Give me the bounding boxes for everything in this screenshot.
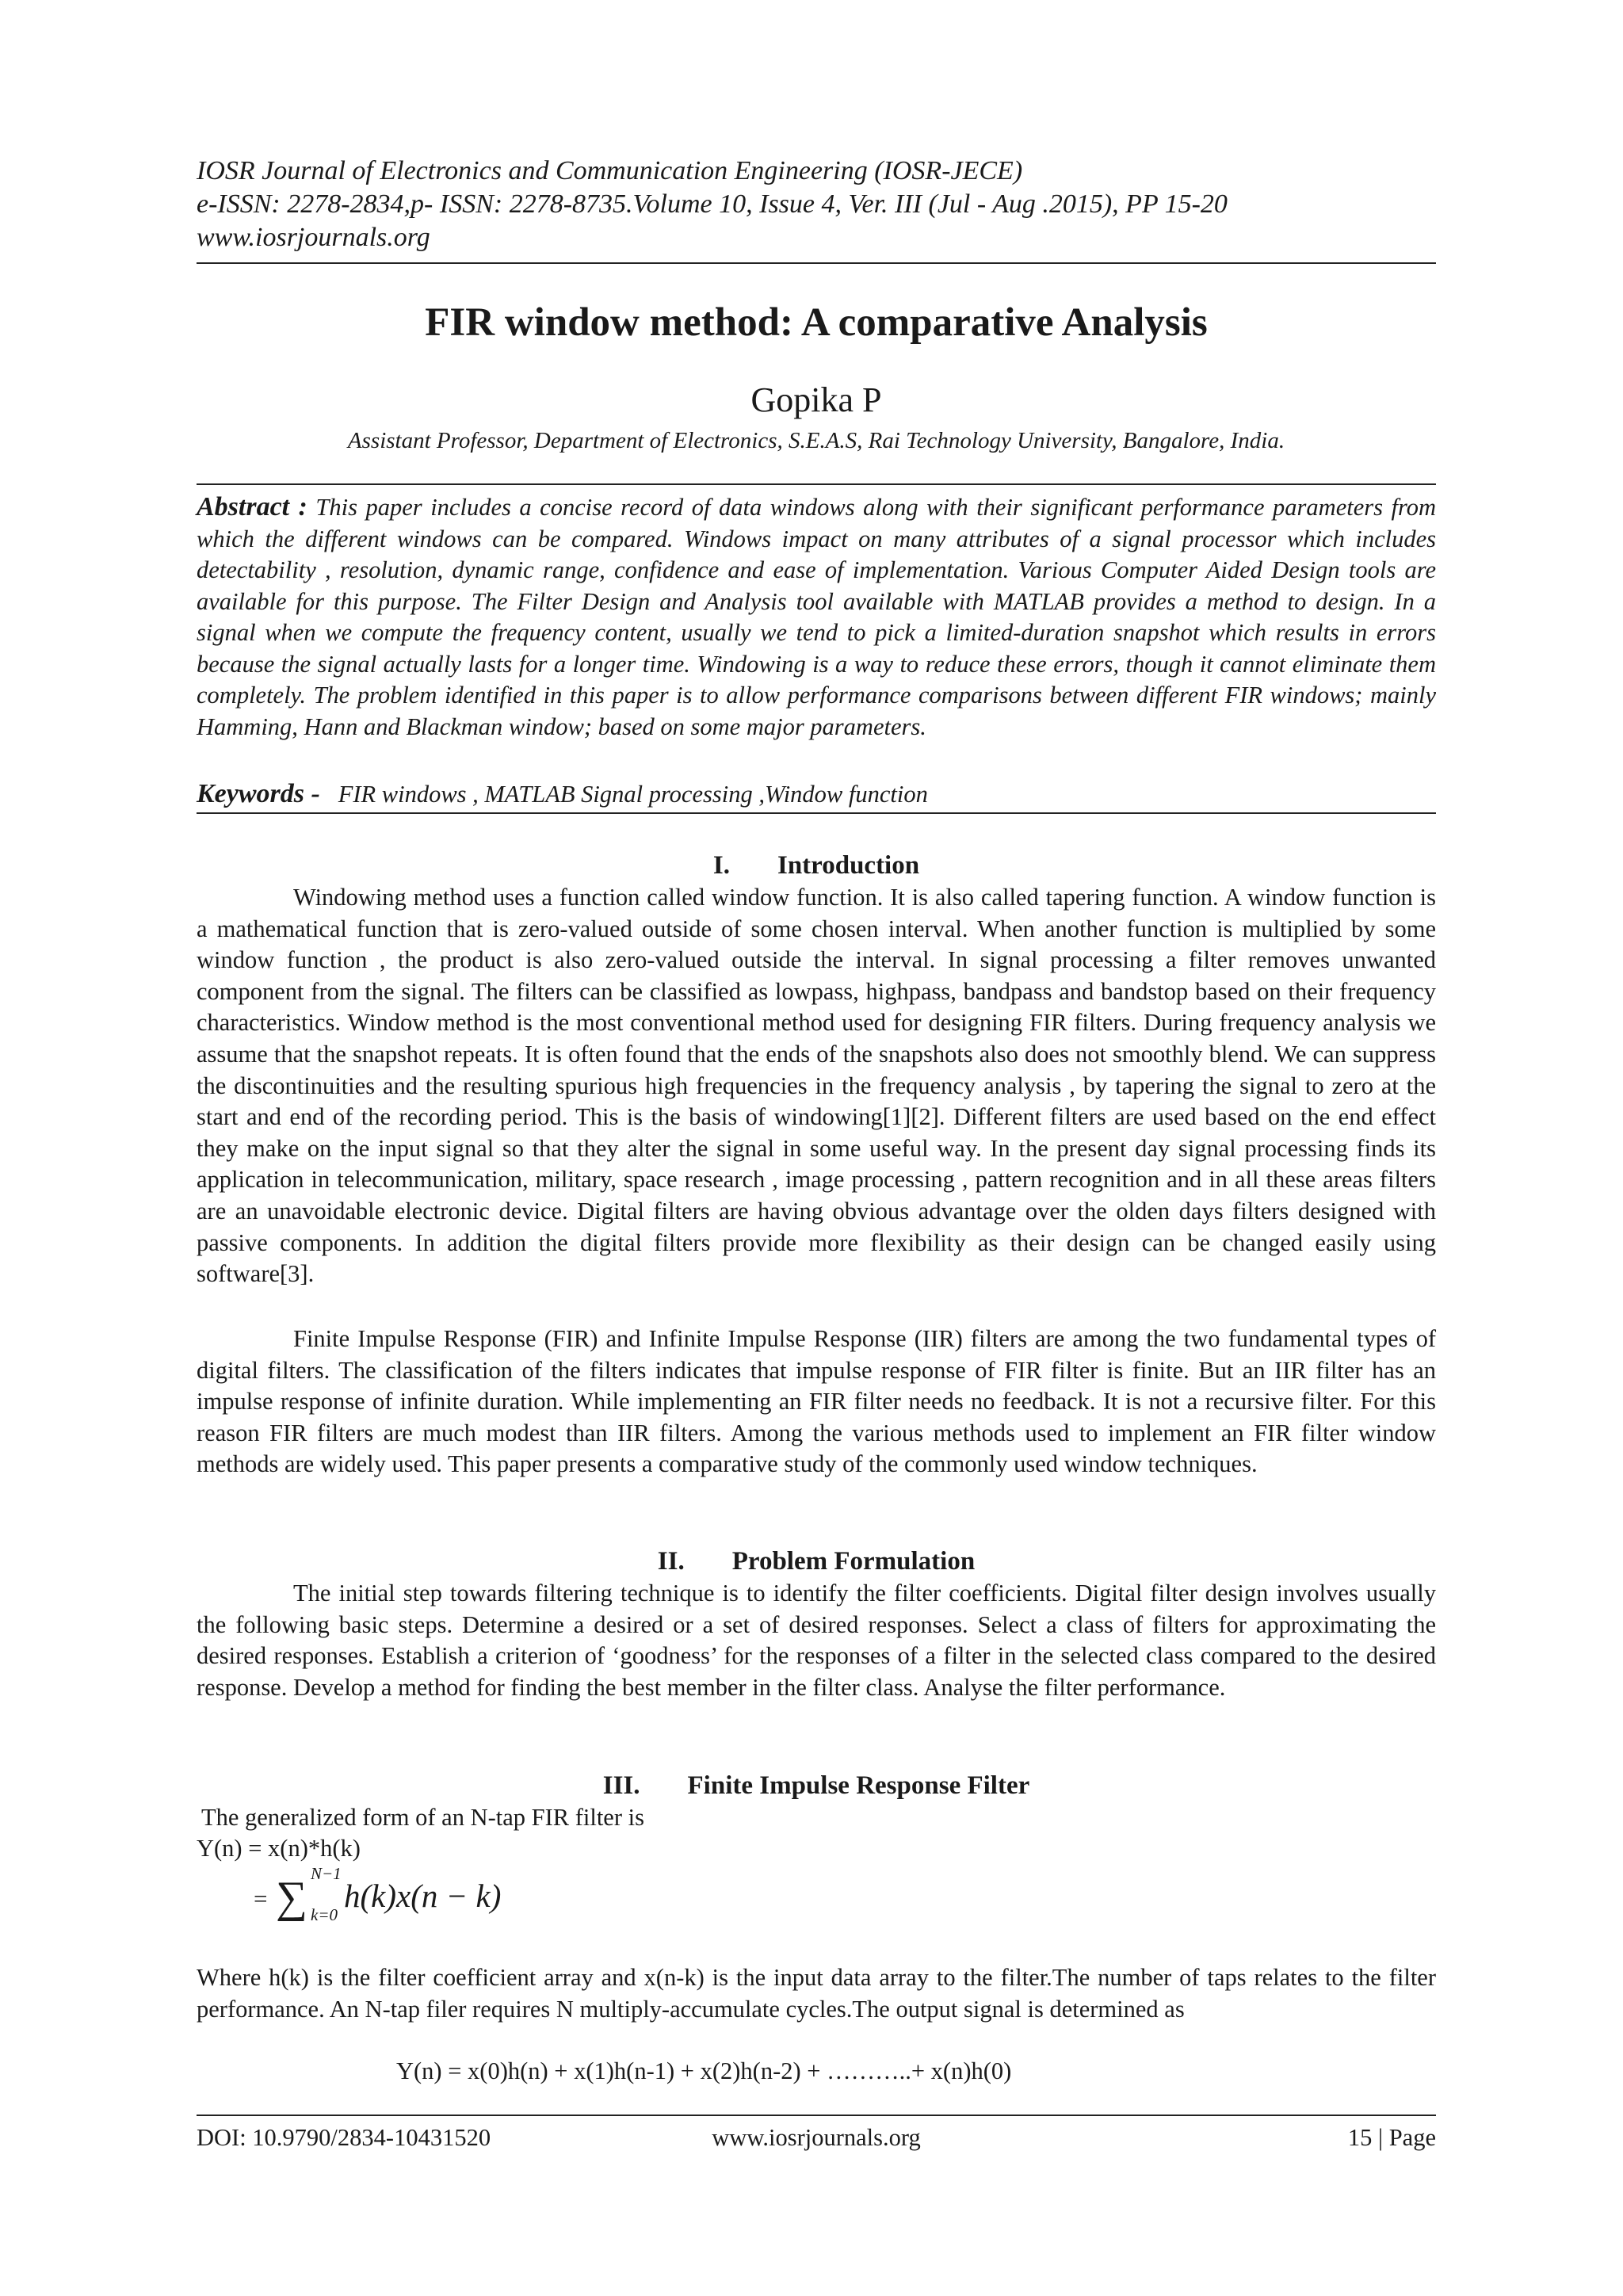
paper-title: FIR window method: A comparative Analysis [425, 300, 1208, 345]
equation-output-expansion: Y(n) = x(0)h(n) + x(1)h(n-1) + x(2)h(n-2) + ………..+ x(n)h(0) [396, 2057, 1012, 2084]
section-heading-problem-formulation [197, 1545, 1436, 1577]
section-title: Finite Impulse Response Filter [687, 1771, 1030, 1800]
fir-intro-text: The generalized form of an N-tap FIR filter is [201, 1804, 644, 1831]
keywords-label: Keywords - [197, 779, 320, 808]
sum-lower-limit: k=0 [311, 1905, 338, 1924]
section-number: I. [712, 851, 730, 880]
header-divider [197, 262, 1436, 264]
journal-website: www.iosrjournals.org [197, 223, 430, 252]
equation-convolution: Y(n) = x(n)*h(k) [197, 1835, 361, 1862]
keywords-text: FIR windows , MATLAB Signal processing ,Window function [338, 781, 928, 808]
sum-body: h(k)x(n − k) [344, 1878, 502, 1914]
section-title: Introduction [777, 851, 920, 880]
author-name: Gopika P [750, 380, 882, 419]
equals-sign: = [254, 1885, 268, 1912]
section-title: Problem Formulation [731, 1547, 976, 1576]
abstract-text: This paper includes a concise record of data windows along with their significant performance parameters from which the different windows can be compared. Windows impact on many attributes of a signal processor which includes detectability , resolution, dynamic range, confidence and ease of implementation. Various Computer Aided Design tools are available for this purpose. The Filter Design and Analysis tool available with MATLAB provides a method to design. In a signal when we compute the frequency content, usually we tend to pick a limited-duration snapshot which results in errors because the signal actually lasts for a longer time. Windowing is a way to reduce these errors, though it cannot eliminate them completely. The problem identified in this paper is to allow performance comparisons between different FIR windows; mainly Hamming, Hann and Blackman window; based on some major parameters. [197, 494, 1437, 740]
intro-paragraph-2: Finite Impulse Response (FIR) and Infinite Impulse Response (IIR) filters are among the two fundamental types of digital filters. The classification of the filters indicates that impulse response of FIR filter is finite. But an IIR filter has an impulse response of infinite duration. While implementing an FIR filter needs no feedback. It is not a recursive filter. For this reason FIR filters are much modest than IIR filters. Among the various methods used to implement an FIR filter window methods are widely used. This paper presents a comparative study of the commonly used window techniques. [197, 1325, 1436, 1478]
problem-paragraph: The initial step towards filtering technique is to identify the filter coefficients. Digital filter design involves usually the following basic steps. Determine a desired or a set of desired responses. Select a class of filters for approximating the desired responses. Establish a criterion of ‘goodness’ for the responses of a filter in the selected class compared to the desired response. Develop a method for finding the best member in the filter class. Analyse the filter performance. [197, 1580, 1436, 1701]
abstract-label: Abstract : [197, 492, 307, 521]
abstract-top-divider [197, 483, 1436, 485]
abstract-bottom-divider [197, 812, 1436, 814]
fir-explanation-paragraph: Where h(k) is the filter coefficient array and x(n-k) is the input data array to the filter.The number of taps relates to the filter performance. An N-tap filer requires N multiply-accumulate cycles.The output signal is determined as [197, 1964, 1436, 2023]
section-number: III. [602, 1771, 640, 1800]
author-affiliation: Assistant Professor, Department of Electronics, S.E.A.S, Rai Technology University, Bangalore, India. [347, 428, 1285, 453]
journal-header [197, 155, 1436, 254]
abstract [197, 491, 1436, 743]
intro-paragraph-1: Windowing method uses a function called window function. It is also called tapering function. A window function is a mathematical function that is zero-valued outside of some chosen interval. When another function is multiplied by some window function , the product is also zero-valued outside the interval. In signal processing a filter removes unwanted component from the signal. The filters can be classified as lowpass, highpass, bandpass and bandstop based on their frequency characteristics. Window method is the most conventional method used for designing FIR filters. During frequency analysis we assume that the snapshot repeats. It is often found that the ends of the snapshots also does not smoothly blend. We can suppress the discontinuities and the resulting spurious high frequencies in the frequency analysis , by tapering the signal to zero at the start and end of the recording period. This is the basis of windowing[1][2]. Different filters are used based on the end effect they make on the input signal so that they alter the signal in some useful way. In the present day signal processing finds its application in telecommunication, military, space research , image processing , pattern recognition and in all these areas filters are an unavoidable electronic device. Digital filters are having obvious advantage over the olden days filters designed with passive components. In addition the digital filters provide more flexibility as their design can be changed easily using software[3]. [197, 884, 1436, 1288]
section-heading-introduction [197, 850, 1436, 881]
keywords [197, 778, 1436, 810]
section-number: II. [657, 1547, 685, 1576]
sigma-symbol: ∑ [276, 1873, 307, 1922]
footer-website: www.iosrjournals.org [712, 2124, 921, 2151]
journal-issn-volume: e-ISSN: 2278-2834,p- ISSN: 2278-8735.Volume 10, Issue 4, Ver. III (Jul - Aug .2015), PP 15-20 [197, 189, 1228, 219]
section-heading-fir-filter [197, 1770, 1436, 1801]
footer-page-number: 15 | Page [1347, 2124, 1436, 2151]
journal-name: IOSR Journal of Electronics and Communication Engineering (IOSR-JECE) [197, 156, 1023, 185]
sum-upper-limit: N−1 [311, 1864, 342, 1883]
footer-doi: DOI: 10.9790/2834-10431520 [197, 2124, 491, 2151]
footer-divider [197, 2115, 1436, 2116]
